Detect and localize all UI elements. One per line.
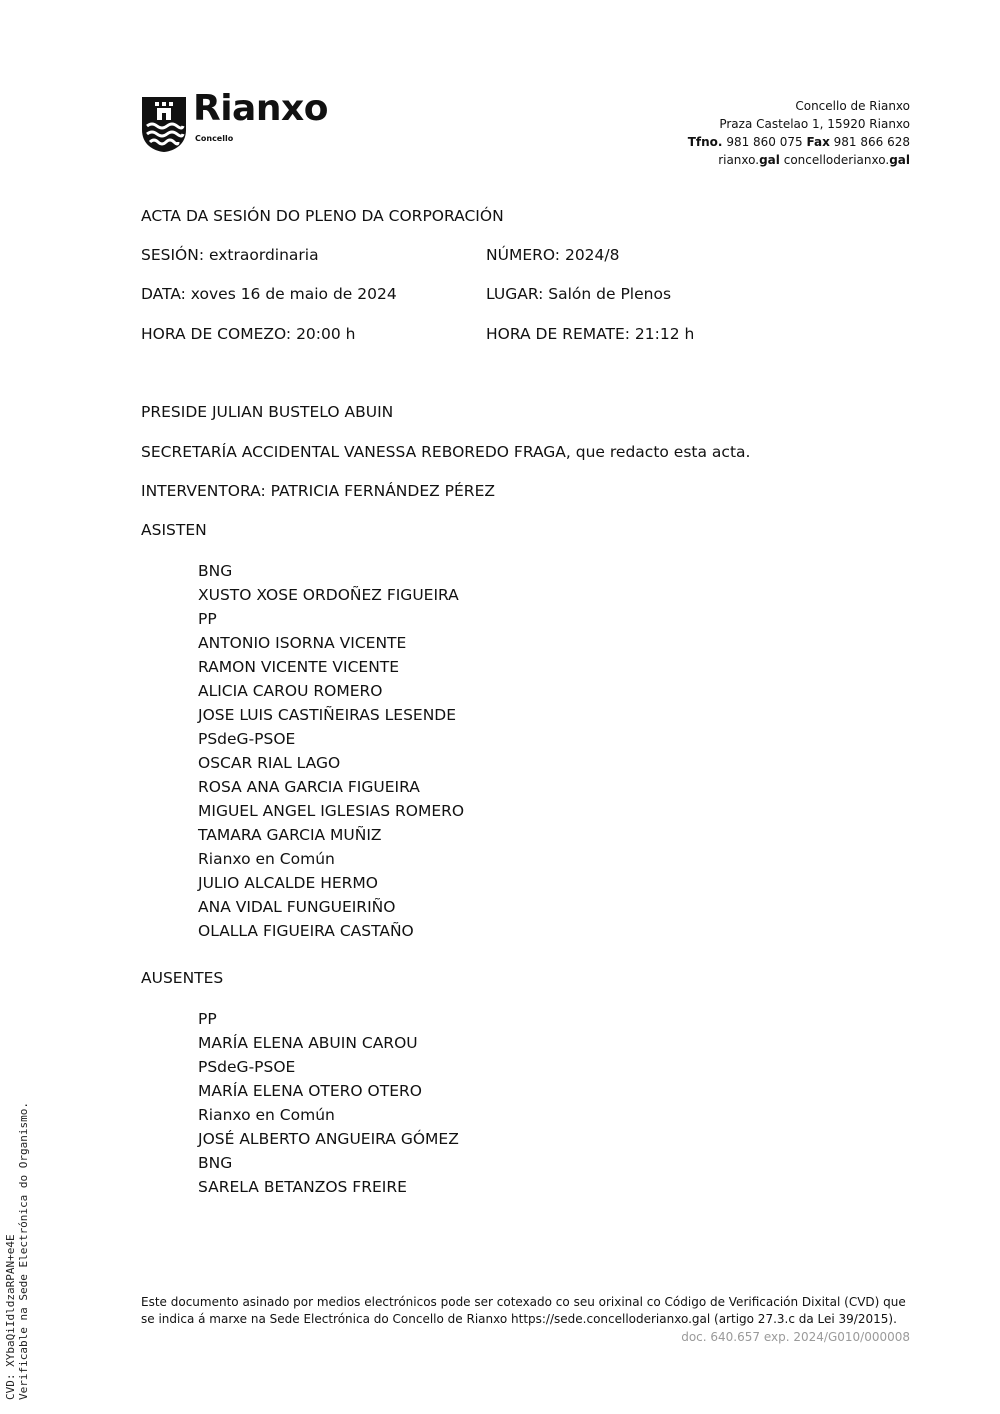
absent-list bbox=[198, 1007, 459, 1199]
list-item: SARELA BETANZOS FREIRE bbox=[198, 1178, 407, 1196]
list-item: ANA VIDAL FUNGUEIRIÑO bbox=[198, 898, 396, 916]
list-item: JOSE LUIS CASTIÑEIRAS LESENDE bbox=[198, 706, 457, 724]
session-number: NÚMERO: 2024/8 bbox=[486, 246, 620, 264]
absent-heading: AUSENTES bbox=[141, 969, 224, 987]
preside-line: PRESIDE JULIAN BUSTELO ABUIN bbox=[141, 403, 394, 421]
fax-value: 981 866 628 bbox=[833, 135, 910, 149]
list-item: MARÍA ELENA ABUIN CAROU bbox=[198, 1034, 418, 1052]
list-item: JULIO ALCALDE HERMO bbox=[198, 874, 378, 892]
rianxo-logo bbox=[141, 88, 346, 154]
list-item: RAMON VICENTE VICENTE bbox=[198, 658, 400, 676]
contact-phones bbox=[688, 133, 910, 151]
list-item: JOSÉ ALBERTO ANGUEIRA GÓMEZ bbox=[198, 1130, 459, 1148]
web-links bbox=[688, 151, 910, 169]
verification-notice: Este documento asinado por medios electrónicos pode ser cotexado co seu orixinal co Código de Verificación Dixital (CVD) que se indica á marxe na Sede Electrónica do Concello de Rianxo https://sede.concelloderianxo.gal (artigo 27.3.c da Lei 39/2015). bbox=[141, 1295, 906, 1326]
end-time: HORA DE REMATE: 21:12 h bbox=[486, 325, 695, 343]
list-item: ALICIA CAROU ROMERO bbox=[198, 682, 383, 700]
session-date: DATA: xoves 16 de maio de 2024 bbox=[141, 285, 397, 303]
attendees-heading: ASISTEN bbox=[141, 521, 207, 539]
interventora-line: INTERVENTORA: PATRICIA FERNÁNDEZ PÉREZ bbox=[141, 482, 495, 500]
list-item: TAMARA GARCIA MUÑIZ bbox=[198, 826, 382, 844]
document-title: ACTA DA SESIÓN DO PLENO DA CORPORACIÓN bbox=[141, 207, 504, 225]
list-item: MIGUEL ANGEL IGLESIAS ROMERO bbox=[198, 802, 465, 820]
list-item: Rianxo en Común bbox=[198, 850, 335, 868]
list-item: OSCAR RIAL LAGO bbox=[198, 754, 341, 772]
list-item: Rianxo en Común bbox=[198, 1106, 335, 1124]
attendees-list bbox=[198, 559, 464, 943]
secretary-line: SECRETARÍA ACCIDENTAL VANESSA REBOREDO FRAGA, que redacto esta acta. bbox=[141, 443, 751, 461]
org-address: Praza Castelao 1, 15920 Rianxo bbox=[719, 117, 910, 131]
session-type: SESIÓN: extraordinaria bbox=[141, 246, 319, 264]
web1-link[interactable]: rianxo.gal bbox=[718, 153, 780, 167]
logo-wordmark: Rianxo bbox=[193, 88, 328, 129]
start-time: HORA DE COMEZO: 20:00 h bbox=[141, 325, 356, 343]
tfno-value: 981 860 075 bbox=[726, 135, 803, 149]
castle-shield-icon bbox=[141, 96, 187, 154]
session-place: LUGAR: Salón de Plenos bbox=[486, 285, 672, 303]
cvd-verification: Verificable na Sede Electrónica do Organismo. bbox=[17, 1101, 30, 1400]
list-item: BNG bbox=[198, 562, 233, 580]
tfno-label: Tfno. bbox=[687, 135, 723, 149]
list-item: ROSA ANA GARCIA FIGUEIRA bbox=[198, 778, 420, 796]
web2-link[interactable]: concelloderianxo.gal bbox=[783, 153, 910, 167]
cvd-code: CVD: XYbaQiIdldzaRPAN+e4E bbox=[4, 1234, 17, 1400]
list-item: MARÍA ELENA OTERO OTERO bbox=[198, 1082, 422, 1100]
document-reference: doc. 640.657 exp. 2024/G010/000008 bbox=[681, 1330, 910, 1344]
fax-label: Fax bbox=[806, 135, 830, 149]
list-item: OLALLA FIGUEIRA CASTAÑO bbox=[198, 922, 414, 940]
list-item: ANTONIO ISORNA VICENTE bbox=[198, 634, 407, 652]
list-item: BNG bbox=[198, 1154, 233, 1172]
list-item: XUSTO XOSE ORDOÑEZ FIGUEIRA bbox=[198, 586, 459, 604]
list-item: PSdeG-PSOE bbox=[198, 1058, 296, 1076]
list-item: PSdeG-PSOE bbox=[198, 730, 296, 748]
logo-subtitle: Concello bbox=[195, 134, 234, 143]
org-name: Concello de Rianxo bbox=[795, 99, 910, 113]
list-item: PP bbox=[198, 1010, 217, 1028]
header-address-block bbox=[688, 97, 910, 169]
list-item: PP bbox=[198, 610, 217, 628]
cvd-side-text bbox=[4, 1102, 30, 1400]
